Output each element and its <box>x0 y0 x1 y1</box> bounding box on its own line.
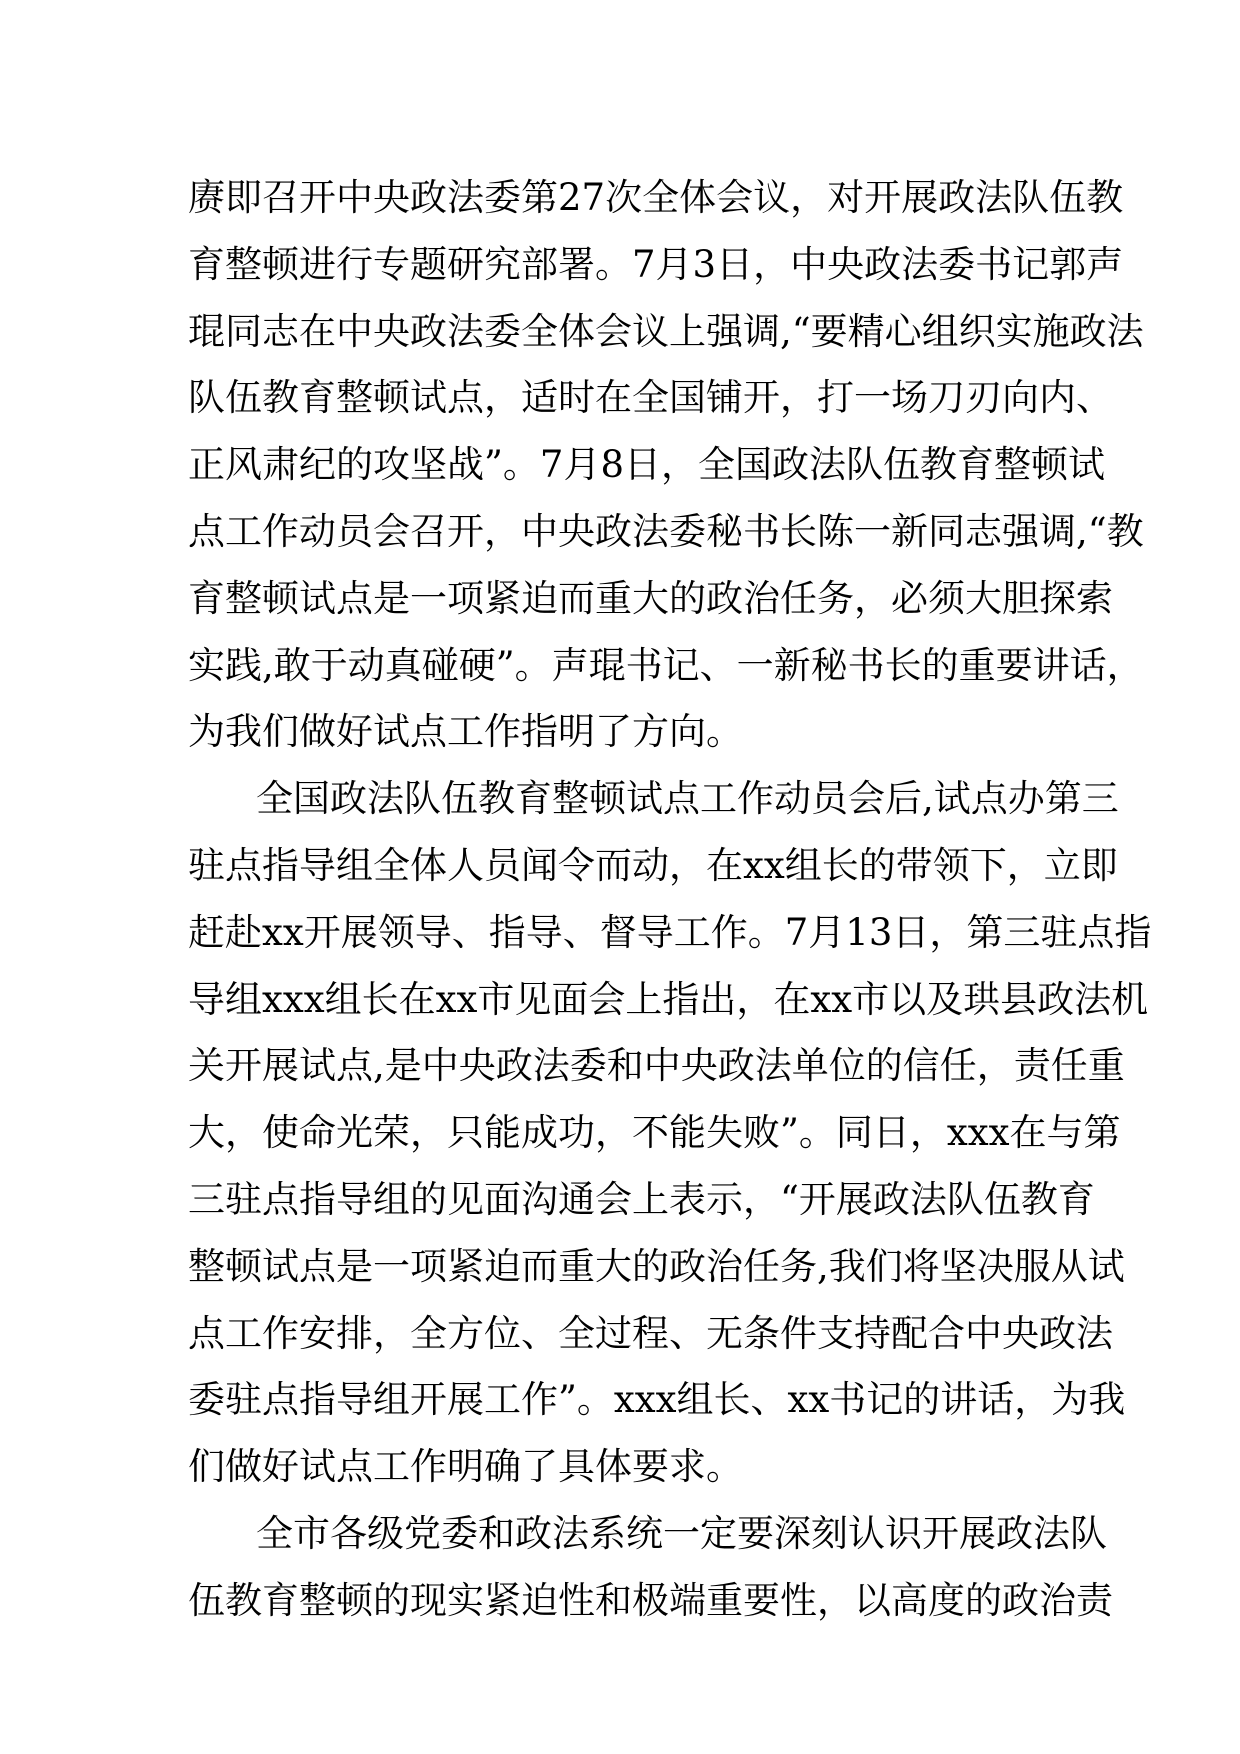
paragraph-2 <box>188 766 1240 1501</box>
text-line: 委驻点指导组开展工作”。xxx组长、xx书记的讲话，为我 <box>188 1378 1126 1422</box>
text-line: 三驻点指导组的见面沟通会上表示，“开展政法队伍教育 <box>188 1177 1095 1221</box>
text-line: 们做好试点工作明确了具体要求。 <box>188 1445 743 1489</box>
text-line: 琨同志在中央政法委全体会议上强调,“要精心组织实施政法 <box>188 309 1144 353</box>
text-line: 关开展试点,是中央政法委和中央政法单位的信任，责任重 <box>188 1044 1125 1088</box>
text-line: 队伍教育整顿试点，适时在全国铺开，打一场刀刃向内、 <box>188 376 1113 420</box>
text-line: 点工作安排，全方位、全过程、无条件支持配合中央政法 <box>188 1311 1113 1355</box>
text-line: 点工作动员会召开，中央政法委秘书长陈一新同志强调,“教 <box>188 509 1144 553</box>
text-line: 导组xxx组长在xx市见面会上指出，在xx市以及珙县政法机 <box>188 977 1149 1021</box>
text-line: 大，使命光荣，只能成功，不能失败”。同日，xxx在与第 <box>188 1111 1121 1155</box>
text-line: 正风肃纪的攻坚战”。7月8日，全国政法队伍教育整顿试 <box>188 443 1105 487</box>
text-line: 为我们做好试点工作指明了方向。 <box>188 710 743 754</box>
text-line: 驻点指导组全体人员闻令而动，在xx组长的带领下，立即 <box>188 843 1118 887</box>
text-line: 实践,敢于动真碰硬”。声琨书记、一新秘书长的重要讲话， <box>188 643 1144 687</box>
text-line: 赶赴xx开展领导、指导、督导工作。7月13日，第三驻点指 <box>188 910 1152 954</box>
text-line: 育整顿试点是一项紧迫而重大的政治任务，必须大胆探索 <box>188 576 1113 620</box>
text-line-first: 全国政法队伍教育整顿试点工作动员会后,试点办第三 <box>256 777 1119 821</box>
text-line: 伍教育整顿的现实紧迫性和极端重要性，以高度的政治责 <box>188 1578 1113 1622</box>
paragraph-3 <box>188 1501 1240 1635</box>
paragraph-1 <box>188 165 1240 766</box>
text-line-first: 全市各级党委和政法系统一定要深刻认识开展政法队 <box>256 1511 1107 1555</box>
body-text <box>188 165 1240 1635</box>
text-line: 育整顿进行专题研究部署。7月3日，中央政法委书记郭声 <box>188 242 1124 286</box>
text-line: 整顿试点是一项紧迫而重大的政治任务,我们将坚决服从试 <box>188 1244 1125 1288</box>
text-line: 赓即召开中央政法委第27次全体会议，对开展政法队伍教 <box>188 176 1124 219</box>
